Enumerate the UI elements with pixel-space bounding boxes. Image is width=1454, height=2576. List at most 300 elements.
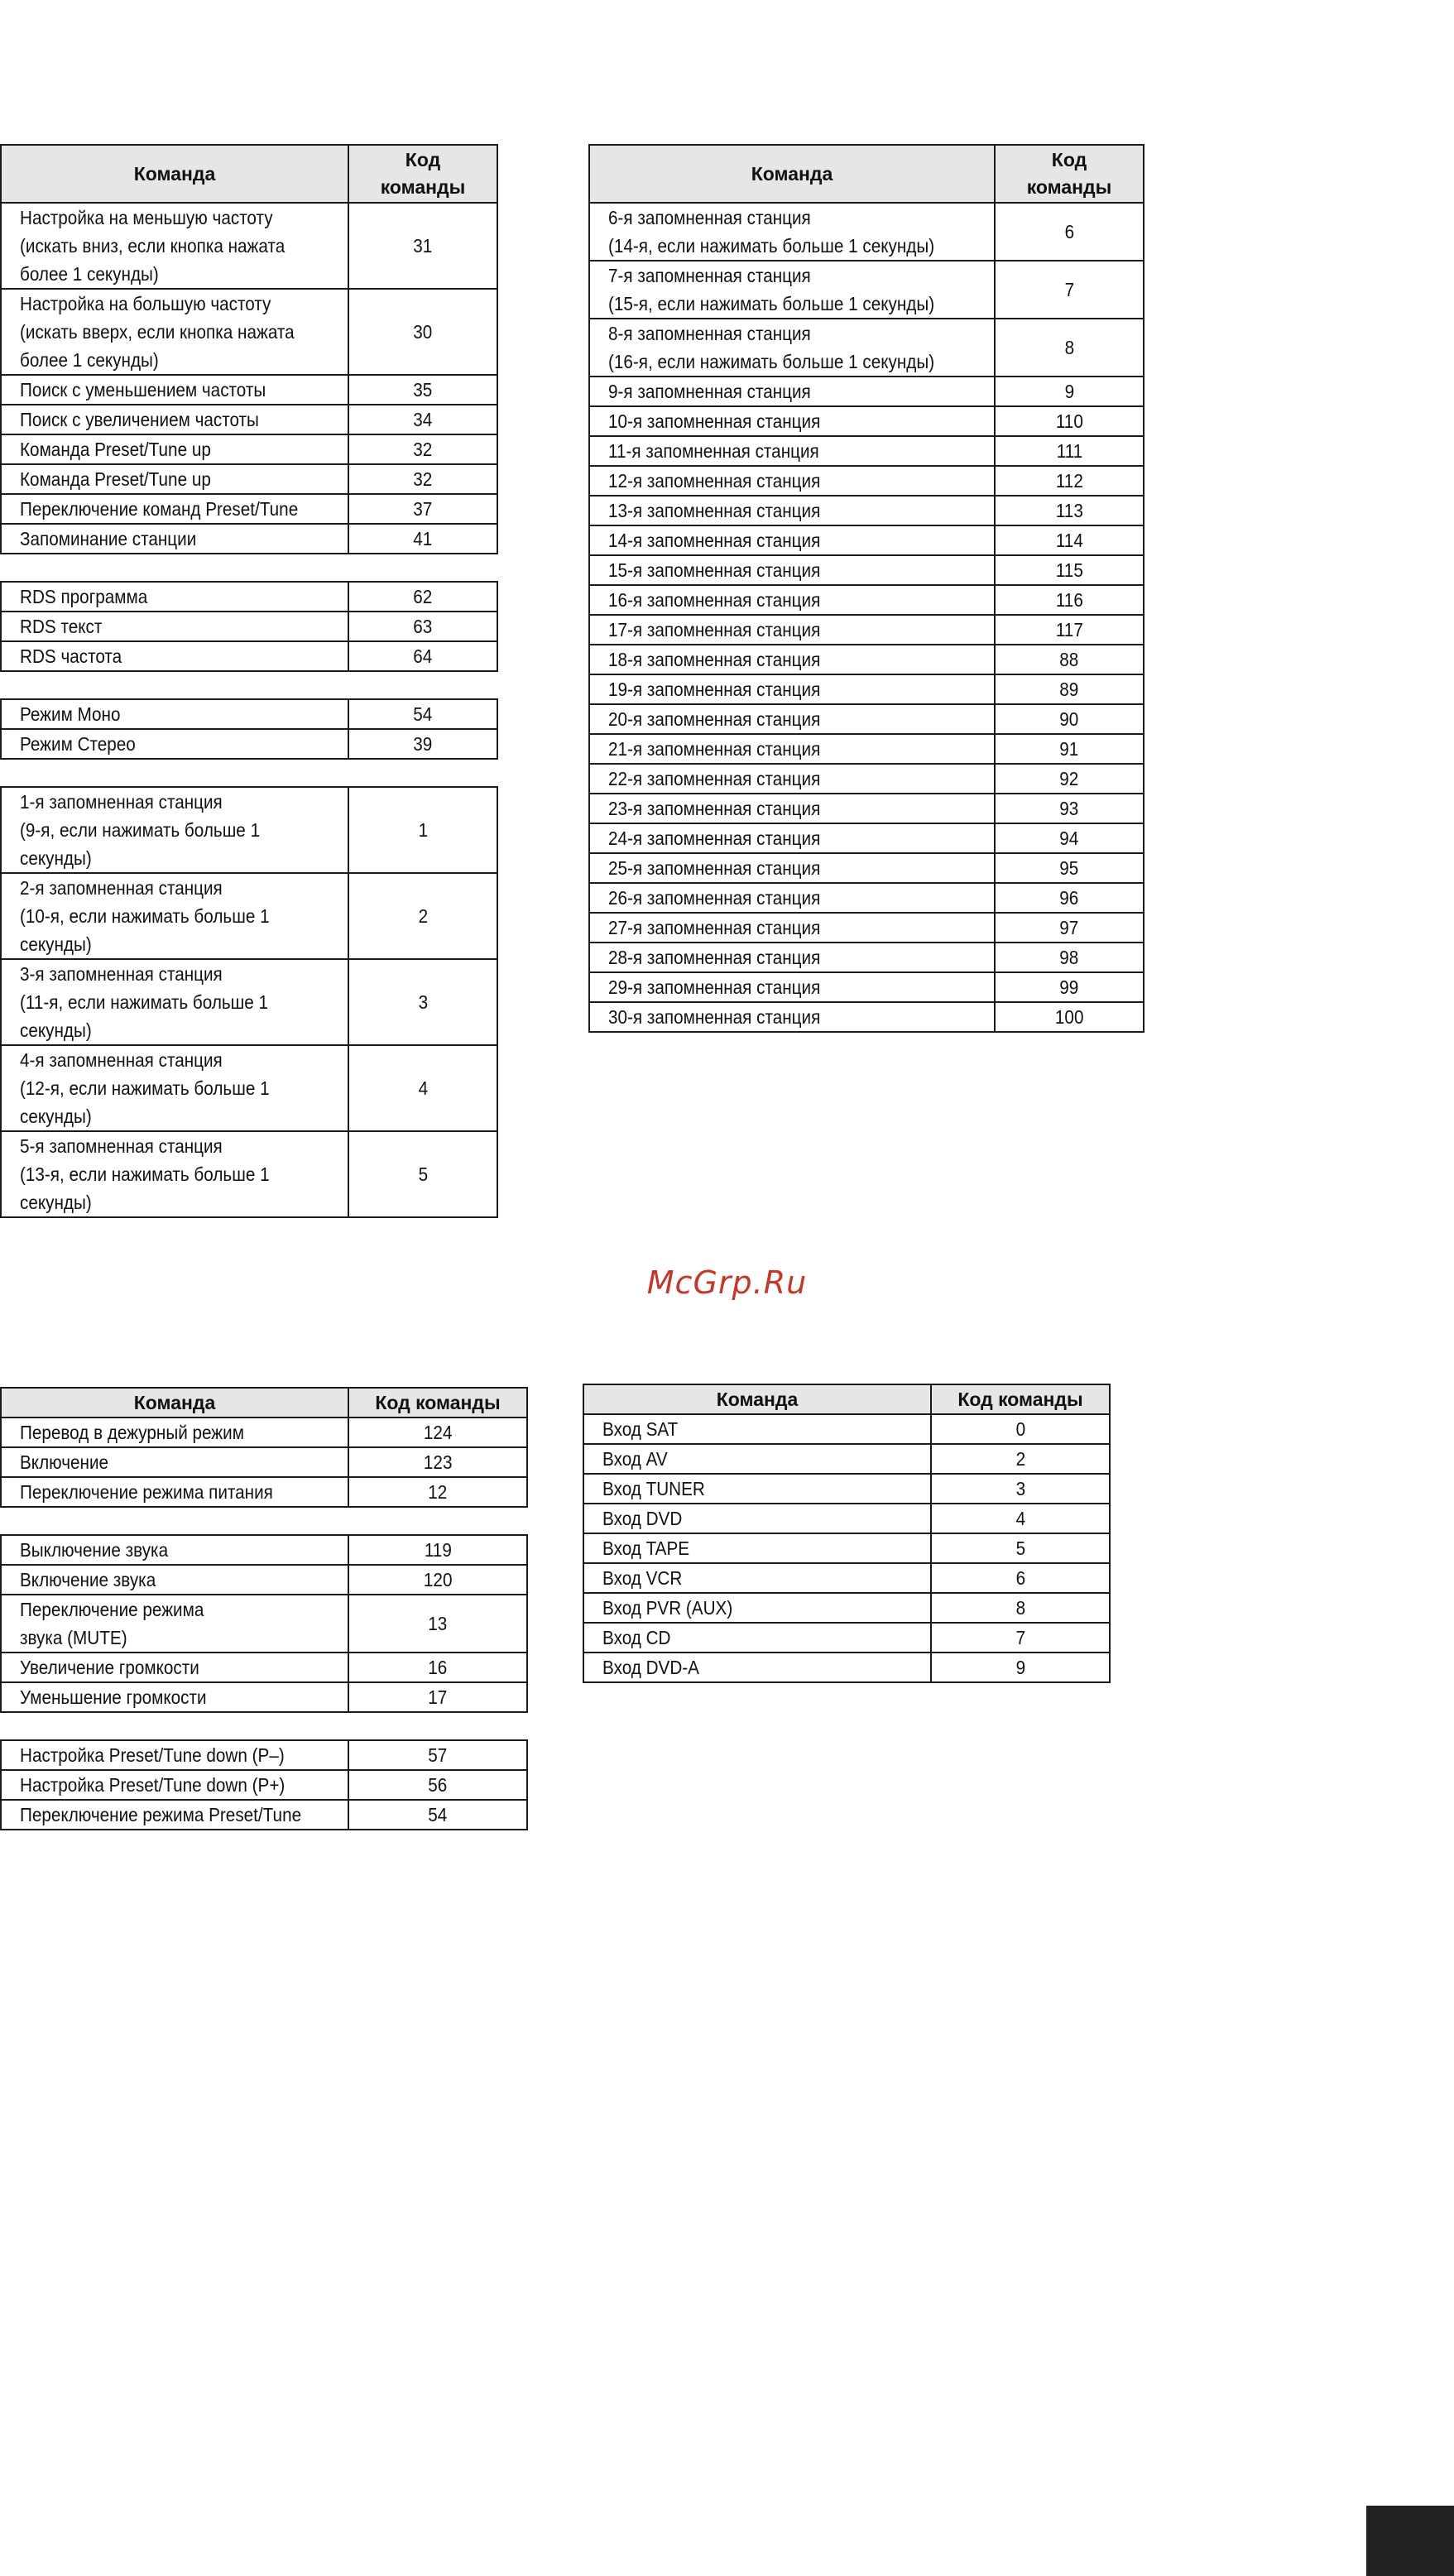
table-row	[1, 1740, 527, 1770]
code-cell	[995, 764, 1144, 794]
table-row	[589, 436, 1144, 466]
code-text: 89	[1059, 679, 1079, 700]
table-row	[1, 405, 497, 434]
command-text: 27-я запомненная станция	[608, 917, 821, 938]
code-text: 13	[428, 1613, 448, 1634]
command-text: Выключение звука	[20, 1539, 169, 1561]
command-cell	[583, 1414, 931, 1444]
code-cell	[995, 734, 1144, 764]
code-text: 17	[428, 1686, 448, 1708]
command-text: 25-я запомненная станция	[608, 857, 821, 879]
code-text: 54	[428, 1804, 448, 1825]
code-text: 93	[1059, 798, 1079, 819]
code-text: 3	[1015, 1478, 1025, 1499]
code-text: 56	[428, 1774, 448, 1796]
table-a	[0, 144, 498, 1218]
code-cell	[931, 1593, 1110, 1623]
command-cell	[589, 436, 995, 466]
group-spacer	[1, 1712, 527, 1740]
command-cell	[589, 1002, 995, 1032]
command-text: 15-я запомненная станция	[608, 559, 821, 581]
command-cell	[1, 699, 348, 729]
command-cell	[1, 873, 348, 959]
code-text: 30	[413, 321, 433, 343]
code-text: 12	[428, 1481, 448, 1503]
code-text: 114	[1055, 530, 1083, 551]
command-cell	[589, 734, 995, 764]
command-text: Перевод в дежурный режим	[20, 1422, 244, 1443]
command-text: 19-я запомненная станция	[608, 679, 821, 700]
command-cell	[1, 1447, 348, 1477]
command-text: 30-я запомненная станция	[608, 1006, 821, 1028]
code-text: 98	[1059, 947, 1079, 968]
code-cell	[348, 289, 497, 375]
command-text: Включение звука	[20, 1569, 156, 1590]
command-text: Переключение режима питания	[20, 1481, 273, 1503]
table-row	[589, 1002, 1144, 1032]
code-cell	[348, 582, 497, 612]
command-cell	[1, 612, 348, 641]
group-spacer	[1, 1507, 527, 1535]
table-row	[583, 1593, 1110, 1623]
code-cell	[348, 873, 497, 959]
command-text: Вход TUNER	[602, 1478, 705, 1499]
command-text: 17-я запомненная станция	[608, 619, 821, 640]
command-cell	[1, 1418, 348, 1447]
table-row	[1, 787, 497, 873]
code-text: 2	[1015, 1448, 1025, 1470]
header-code: Код команды	[348, 1388, 527, 1418]
code-cell	[995, 1002, 1144, 1032]
command-text: 7-я запомненная станция (15-я, если нажимать больше 1 секунды)	[608, 265, 935, 314]
table-row	[589, 794, 1144, 823]
command-cell	[589, 555, 995, 585]
code-text: 124	[423, 1422, 453, 1443]
command-cell	[589, 203, 995, 261]
command-cell	[583, 1504, 931, 1533]
code-text: 5	[1015, 1537, 1025, 1559]
code-text: 110	[1055, 410, 1083, 432]
command-cell	[1, 959, 348, 1045]
command-text: 23-я запомненная станция	[608, 798, 821, 819]
code-text: 99	[1059, 976, 1079, 998]
code-text: 88	[1059, 649, 1079, 670]
command-cell	[1, 464, 348, 494]
code-cell	[348, 1418, 527, 1447]
command-cell	[589, 913, 995, 943]
code-cell	[348, 1770, 527, 1800]
code-cell	[931, 1474, 1110, 1504]
command-text: Настройка на большую частоту (искать вверх, если кнопка нажата более 1 секунды)	[20, 293, 295, 371]
table-row	[1, 1565, 527, 1595]
header-command: Команда	[1, 145, 348, 203]
code-text: 6	[1015, 1567, 1025, 1589]
code-text: 16	[428, 1657, 448, 1678]
code-text: 90	[1059, 708, 1079, 730]
code-cell	[348, 1535, 527, 1565]
code-cell	[995, 319, 1144, 377]
header-code: Код команды	[931, 1384, 1110, 1414]
table-row	[1, 582, 497, 612]
command-text: 11-я запомненная станция	[608, 440, 819, 462]
command-cell	[1, 787, 348, 873]
table-row	[589, 406, 1144, 436]
command-text: Включение	[20, 1451, 109, 1473]
command-text: 29-я запомненная станция	[608, 976, 821, 998]
command-cell	[589, 704, 995, 734]
table-row	[589, 734, 1144, 764]
command-text: 26-я запомненная станция	[608, 887, 821, 909]
command-text: 16-я запомненная станция	[608, 589, 821, 611]
table-row	[1, 464, 497, 494]
command-cell	[589, 972, 995, 1002]
command-text: 8-я запомненная станция (16-я, если нажимать больше 1 секунды)	[608, 323, 935, 372]
command-text: 10-я запомненная станция	[608, 410, 821, 432]
command-cell	[589, 319, 995, 377]
table-row	[1, 873, 497, 959]
table-row	[1, 203, 497, 289]
command-text: Команда Preset/Tune up	[20, 439, 211, 460]
code-text: 94	[1059, 827, 1079, 849]
table-row	[589, 943, 1144, 972]
table-row	[583, 1653, 1110, 1682]
command-text: RDS программа	[20, 586, 148, 607]
command-text: Запоминание станции	[20, 528, 197, 549]
command-cell	[589, 674, 995, 704]
command-text: 14-я запомненная станция	[608, 530, 821, 551]
command-cell	[1, 1477, 348, 1507]
code-cell	[995, 794, 1144, 823]
table-row	[589, 645, 1144, 674]
code-text: 5	[418, 1163, 428, 1185]
code-cell	[931, 1623, 1110, 1653]
header-command: Команда	[589, 145, 995, 203]
command-cell	[589, 764, 995, 794]
command-cell	[1, 582, 348, 612]
table-row	[1, 612, 497, 641]
command-cell	[583, 1533, 931, 1563]
header-row	[1, 1388, 527, 1418]
command-cell	[1, 1131, 348, 1217]
code-text: 100	[1054, 1006, 1084, 1028]
code-text: 7	[1015, 1627, 1025, 1648]
command-text: Переключение режима Preset/Tune	[20, 1804, 302, 1825]
table-row	[1, 1770, 527, 1800]
table-row	[1, 1447, 527, 1477]
code-text: 8	[1064, 337, 1074, 358]
code-cell	[931, 1563, 1110, 1593]
table-row	[1, 959, 497, 1045]
command-text: 12-я запомненная станция	[608, 470, 821, 492]
code-text: 4	[1015, 1508, 1025, 1529]
code-cell	[348, 641, 497, 671]
code-text: 112	[1055, 470, 1083, 492]
header-row	[583, 1384, 1110, 1414]
command-cell	[589, 525, 995, 555]
command-cell	[1, 494, 348, 524]
command-text: RDS частота	[20, 645, 122, 667]
command-cell	[1, 1535, 348, 1565]
code-cell	[995, 466, 1144, 496]
code-text: 119	[424, 1539, 452, 1561]
code-text: 31	[413, 235, 433, 257]
code-text: 2	[418, 905, 428, 927]
command-cell	[583, 1563, 931, 1593]
code-cell	[931, 1533, 1110, 1563]
code-cell	[995, 525, 1144, 555]
table-row	[1, 1595, 527, 1653]
table-row	[1, 434, 497, 464]
header-command: Команда	[583, 1384, 931, 1414]
code-text: 57	[428, 1744, 448, 1766]
code-cell	[995, 615, 1144, 645]
command-text: 18-я запомненная станция	[608, 649, 821, 670]
table-c	[0, 1387, 528, 1830]
command-cell	[1, 641, 348, 671]
command-text: Вход TAPE	[602, 1537, 690, 1559]
table-row	[1, 375, 497, 405]
command-cell	[1, 1045, 348, 1131]
code-text: 35	[413, 379, 433, 401]
code-text: 41	[413, 528, 433, 549]
code-cell	[348, 612, 497, 641]
code-cell	[348, 1800, 527, 1830]
header-row	[1, 145, 497, 203]
command-cell	[583, 1474, 931, 1504]
code-text: 0	[1015, 1418, 1025, 1440]
code-cell	[348, 1653, 527, 1682]
code-cell	[348, 1447, 527, 1477]
code-cell	[931, 1504, 1110, 1533]
code-text: 39	[413, 733, 433, 755]
code-text: 116	[1055, 589, 1083, 611]
code-cell	[995, 585, 1144, 615]
code-cell	[348, 1045, 497, 1131]
code-text: 96	[1059, 887, 1079, 909]
code-text: 8	[1015, 1597, 1025, 1619]
table-row	[1, 1653, 527, 1682]
code-text: 4	[418, 1077, 428, 1099]
command-text: Вход VCR	[602, 1567, 683, 1589]
code-text: 1	[418, 819, 428, 841]
command-cell	[1, 1800, 348, 1830]
code-cell	[348, 524, 497, 554]
code-text: 95	[1059, 857, 1079, 879]
table-row	[589, 883, 1144, 913]
code-text: 120	[423, 1569, 453, 1590]
table-row	[589, 466, 1144, 496]
code-cell	[348, 729, 497, 759]
code-text: 6	[1064, 221, 1074, 242]
table-row	[1, 289, 497, 375]
table-row	[589, 203, 1144, 261]
table-row	[1, 1477, 527, 1507]
table-row	[589, 555, 1144, 585]
code-text: 37	[413, 498, 433, 520]
code-text: 3	[418, 991, 428, 1013]
code-cell	[348, 203, 497, 289]
table-row	[589, 764, 1144, 794]
command-cell	[589, 377, 995, 406]
code-cell	[348, 787, 497, 873]
command-text: 2-я запомненная станция (10-я, если нажимать больше 1 секунды)	[20, 877, 270, 955]
command-text: Вход CD	[602, 1627, 671, 1648]
command-cell	[1, 434, 348, 464]
command-cell	[589, 615, 995, 645]
command-text: Вход SAT	[602, 1418, 679, 1440]
command-text: Вход PVR (AUX)	[602, 1597, 733, 1619]
command-text: Настройка на меньшую частоту (искать вниз, если кнопка нажата более 1 секунды)	[20, 207, 286, 285]
command-text: 1-я запомненная станция (9-я, если нажимать больше 1 секунды)	[20, 791, 261, 869]
code-cell	[348, 959, 497, 1045]
table-row	[1, 641, 497, 671]
table-row	[589, 585, 1144, 615]
group-spacer	[1, 554, 497, 582]
code-cell	[995, 674, 1144, 704]
command-cell	[583, 1593, 931, 1623]
table-row	[583, 1474, 1110, 1504]
code-text: 115	[1055, 559, 1083, 581]
table-row	[1, 1045, 497, 1131]
command-text: 28-я запомненная станция	[608, 947, 821, 968]
table-row	[589, 704, 1144, 734]
table-row	[1, 1535, 527, 1565]
command-cell	[589, 794, 995, 823]
code-cell	[995, 496, 1144, 525]
command-text: Уменьшение громкости	[20, 1686, 207, 1708]
table-row	[589, 525, 1144, 555]
code-cell	[995, 853, 1144, 883]
code-text: 34	[413, 409, 433, 430]
group-spacer	[1, 671, 497, 699]
code-cell	[995, 943, 1144, 972]
code-cell	[348, 375, 497, 405]
table-row	[1, 494, 497, 524]
table-row	[589, 615, 1144, 645]
code-text: 32	[413, 439, 433, 460]
code-cell	[995, 913, 1144, 943]
command-text: 9-я запомненная станция	[608, 381, 811, 402]
code-text: 91	[1059, 738, 1079, 760]
command-text: 21-я запомненная станция	[608, 738, 821, 760]
code-text: 9	[1015, 1657, 1025, 1678]
header-row	[589, 145, 1144, 203]
table-row	[1, 1800, 527, 1830]
command-text: Команда Preset/Tune up	[20, 468, 211, 490]
command-cell	[1, 1565, 348, 1595]
command-cell	[1, 1595, 348, 1653]
command-text: Настройка Preset/Tune down (P–)	[20, 1744, 285, 1766]
code-cell	[995, 704, 1144, 734]
code-cell	[995, 555, 1144, 585]
command-text: Вход DVD	[602, 1508, 683, 1529]
table-row	[589, 261, 1144, 319]
command-text: Режим Моно	[20, 703, 121, 725]
command-cell	[589, 466, 995, 496]
code-text: 7	[1064, 279, 1074, 300]
command-cell	[1, 375, 348, 405]
code-text: 117	[1055, 619, 1083, 640]
table-row	[589, 853, 1144, 883]
code-cell	[348, 699, 497, 729]
command-cell	[589, 585, 995, 615]
code-cell	[995, 645, 1144, 674]
command-cell	[589, 883, 995, 913]
command-text: 20-я запомненная станция	[608, 708, 821, 730]
code-cell	[348, 1740, 527, 1770]
code-cell	[348, 1595, 527, 1653]
watermark: McGrp.Ru	[646, 1264, 808, 1301]
code-text: 62	[413, 586, 433, 607]
command-text: Поиск с увеличением частоты	[20, 409, 259, 430]
command-cell	[589, 853, 995, 883]
table-row	[589, 377, 1144, 406]
header-code: Код команды	[348, 145, 497, 203]
table-row	[583, 1533, 1110, 1563]
code-cell	[348, 1682, 527, 1712]
code-cell	[348, 464, 497, 494]
code-text: 63	[413, 616, 433, 637]
command-text: 24-я запомненная станция	[608, 827, 821, 849]
command-text: 13-я запомненная станция	[608, 500, 821, 521]
table-row	[1, 524, 497, 554]
command-cell	[1, 289, 348, 375]
code-cell	[348, 1565, 527, 1595]
command-cell	[589, 406, 995, 436]
code-text: 54	[413, 703, 433, 725]
table-row	[1, 699, 497, 729]
code-cell	[348, 434, 497, 464]
code-cell	[931, 1653, 1110, 1682]
table-row	[1, 1418, 527, 1447]
table-row	[1, 1131, 497, 1217]
code-cell	[995, 261, 1144, 319]
command-cell	[583, 1623, 931, 1653]
code-text: 111	[1056, 440, 1082, 462]
command-text: RDS текст	[20, 616, 103, 637]
command-text: Вход DVD-A	[602, 1657, 699, 1678]
code-cell	[995, 436, 1144, 466]
code-cell	[995, 972, 1144, 1002]
command-text: 4-я запомненная станция (12-я, если нажимать больше 1 секунды)	[20, 1049, 270, 1127]
command-cell	[583, 1653, 931, 1682]
command-cell	[1, 405, 348, 434]
table-d	[583, 1384, 1111, 1683]
table-row	[589, 674, 1144, 704]
command-cell	[1, 729, 348, 759]
table-row	[583, 1623, 1110, 1653]
command-cell	[589, 645, 995, 674]
command-cell	[589, 496, 995, 525]
command-cell	[1, 524, 348, 554]
command-text: Настройка Preset/Tune down (P+)	[20, 1774, 286, 1796]
code-text: 92	[1059, 768, 1079, 789]
code-cell	[348, 1131, 497, 1217]
table-row	[589, 972, 1144, 1002]
command-cell	[589, 943, 995, 972]
command-cell	[583, 1444, 931, 1474]
command-text: Переключение режима звука (MUTE)	[20, 1599, 204, 1648]
code-cell	[348, 494, 497, 524]
command-text: 6-я запомненная станция (14-я, если нажимать больше 1 секунды)	[608, 207, 935, 257]
table-b	[588, 144, 1144, 1033]
command-text: Увеличение громкости	[20, 1657, 199, 1678]
command-text: 3-я запомненная станция (11-я, если нажимать больше 1 секунды)	[20, 963, 269, 1041]
table-row	[583, 1414, 1110, 1444]
command-cell	[589, 823, 995, 853]
code-cell	[995, 406, 1144, 436]
code-text: 9	[1064, 381, 1074, 402]
